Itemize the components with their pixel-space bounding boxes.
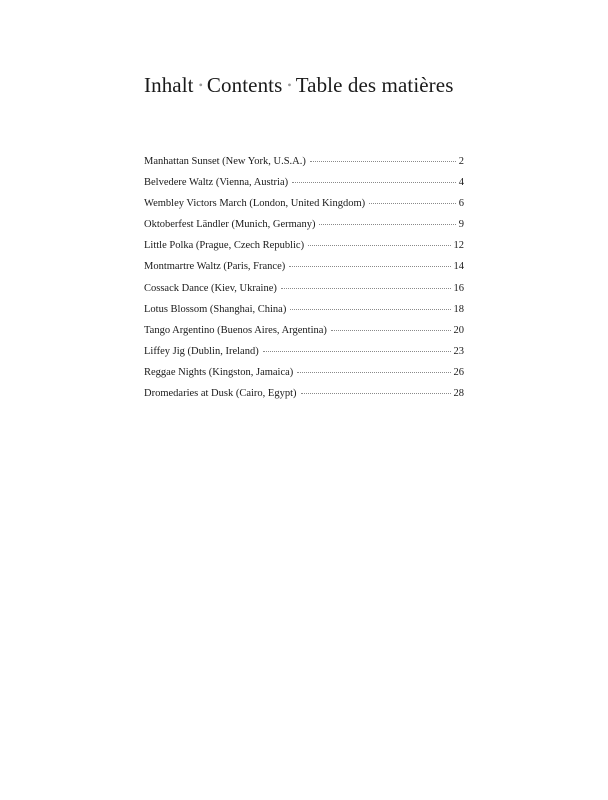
toc-entry-title: Manhattan Sunset (New York, U.S.A.) <box>144 156 306 167</box>
toc-entry-title: Lotus Blossom (Shanghai, China) <box>144 303 287 315</box>
toc-dot-leader <box>289 266 450 267</box>
toc-entry-page-number: 4 <box>458 177 464 189</box>
toc-entry-title: Reggae Nights (Kingston, Jamaica) <box>144 366 294 378</box>
toc-entry-page-number: 23 <box>453 345 464 357</box>
toc-dot-leader <box>290 309 450 310</box>
toc-dot-leader <box>331 330 451 331</box>
toc-entry-page-number: 20 <box>453 324 464 336</box>
toc-entry <box>144 303 464 324</box>
toc-entry-title: Tango Argentino (Buenos Aires, Argentina) <box>144 324 327 336</box>
toc-entry-title: Little Polka (Prague, Czech Republic) <box>144 240 305 252</box>
page-title <box>144 73 453 98</box>
toc-entry <box>144 345 464 366</box>
toc-entry <box>144 218 464 239</box>
toc-dot-leader <box>301 393 451 394</box>
toc-entry-title: Oktoberfest Ländler (Munich, Germany) <box>144 219 316 231</box>
toc-dot-leader <box>308 245 450 246</box>
toc-entry-title: Belvedere Waltz (Vienna, Austria) <box>144 177 289 189</box>
toc-entry-page-number: 18 <box>453 303 464 315</box>
toc-entry-title: Dromedaries at Dusk (Cairo, Egypt) <box>144 388 297 400</box>
toc-dot-leader <box>310 161 456 162</box>
toc-dot-leader <box>319 224 455 225</box>
toc-entry <box>144 324 464 345</box>
title-separator-2: • <box>287 78 292 92</box>
toc-entry-page-number: 6 <box>458 198 464 210</box>
toc-entry-title: Cossack Dance (Kiev, Ukraine) <box>144 282 277 294</box>
toc-entry <box>144 282 464 303</box>
title-french: Table des matières <box>295 73 454 97</box>
toc-entry-page-number: 2 <box>458 156 464 167</box>
toc-entry <box>144 239 464 260</box>
title-separator-1: • <box>198 78 203 92</box>
toc-entry-page-number: 14 <box>453 261 464 273</box>
toc-dot-leader <box>281 288 451 289</box>
toc-dot-leader <box>263 351 451 352</box>
toc-entry <box>144 197 464 218</box>
toc-entry <box>144 366 464 387</box>
table-of-contents <box>144 155 464 408</box>
toc-entry-page-number: 28 <box>453 388 464 400</box>
toc-entry-title: Montmartre Waltz (Paris, France) <box>144 261 286 273</box>
toc-entry <box>144 155 464 176</box>
toc-entry <box>144 387 464 408</box>
toc-entry-title: Wembley Victors March (London, United Kingdom) <box>144 198 366 210</box>
toc-entry <box>144 260 464 281</box>
toc-entry-page-number: 16 <box>453 282 464 294</box>
toc-dot-leader <box>297 372 450 373</box>
toc-entry-page-number: 12 <box>453 240 464 252</box>
toc-entry-page-number: 9 <box>458 219 464 231</box>
toc-dot-leader <box>292 182 456 183</box>
toc-entry <box>144 176 464 197</box>
title-english: Contents <box>206 73 283 97</box>
toc-dot-leader <box>369 203 456 204</box>
toc-entry-title: Liffey Jig (Dublin, Ireland) <box>144 345 259 357</box>
toc-entry-page-number: 26 <box>453 366 464 378</box>
title-german: Inhalt <box>144 73 194 97</box>
